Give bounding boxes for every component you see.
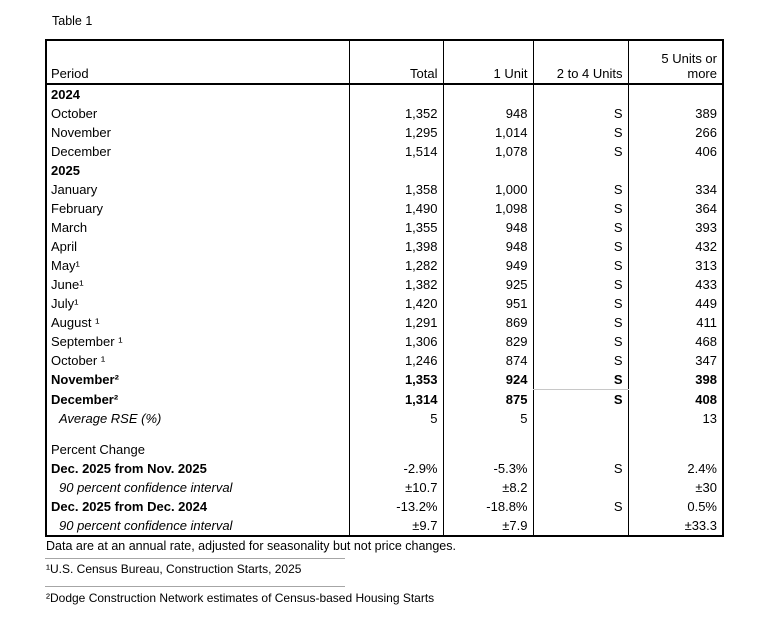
value-cell: S <box>533 370 628 390</box>
value-cell: 875 <box>443 390 533 410</box>
value-cell: 408 <box>628 390 723 410</box>
footnote-census-bureau: ¹U.S. Census Bureau, Construction Starts, 2025 <box>46 562 302 576</box>
period-cell: November² <box>51 372 119 388</box>
value-cell <box>349 440 443 459</box>
table-title: Table 1 <box>52 14 93 28</box>
value-cell: 398 <box>628 370 723 390</box>
period-cell: August ¹ <box>51 315 100 330</box>
period-cell: 2025 <box>51 163 80 178</box>
value-cell <box>533 409 628 428</box>
value-cell: ±33.3 <box>628 516 723 536</box>
table-row <box>46 459 723 478</box>
period-cell <box>46 428 349 440</box>
value-cell: -18.8% <box>443 497 533 516</box>
column-header-1-unit: 1 Unit <box>443 40 533 84</box>
value-cell: 1,314 <box>349 390 443 410</box>
footnote-divider <box>45 586 345 587</box>
column-header-5-units-or-more: 5 Units or more <box>628 40 723 84</box>
value-cell: -13.2% <box>349 497 443 516</box>
period-cell: December² <box>51 391 119 407</box>
value-cell: 1,398 <box>349 237 443 256</box>
table-row <box>46 199 723 218</box>
value-cell: 389 <box>628 104 723 123</box>
value-cell: ±10.7 <box>349 478 443 497</box>
table-row <box>46 516 723 536</box>
value-cell: 1,000 <box>443 180 533 199</box>
value-cell: ±7.9 <box>443 516 533 536</box>
value-cell: 1,246 <box>349 351 443 370</box>
value-cell: 1,382 <box>349 275 443 294</box>
period-cell: April <box>51 239 78 254</box>
period-cell: September ¹ <box>51 334 123 349</box>
value-cell: 951 <box>443 294 533 313</box>
footnote-dodge-network: ²Dodge Construction Network estimates of Census-based Housing Starts <box>46 591 435 605</box>
period-cell: February <box>51 201 104 216</box>
value-cell: 393 <box>628 218 723 237</box>
value-cell: ±30 <box>628 478 723 497</box>
period-cell: November <box>51 125 111 140</box>
period-cell: May¹ <box>51 258 80 273</box>
value-cell: ±8.2 <box>443 478 533 497</box>
column-header-period: Period <box>46 40 349 84</box>
value-cell: 13 <box>628 409 723 428</box>
value-cell: 1,098 <box>443 199 533 218</box>
value-cell: 924 <box>443 370 533 390</box>
value-cell: S <box>533 199 628 218</box>
table-row <box>46 497 723 516</box>
value-cell: ±9.7 <box>349 516 443 536</box>
value-cell: S <box>533 332 628 351</box>
value-cell: 1,291 <box>349 313 443 332</box>
value-cell: 1,514 <box>349 142 443 161</box>
table-row <box>46 256 723 275</box>
period-cell: June¹ <box>51 277 84 292</box>
value-cell: 432 <box>628 237 723 256</box>
footnote-divider <box>45 558 345 559</box>
value-cell: 948 <box>443 104 533 123</box>
value-cell: 1,295 <box>349 123 443 142</box>
table-row <box>46 123 723 142</box>
value-cell <box>533 428 628 440</box>
note-annual-rate: Data are at an annual rate, adjusted for seasonality but not price changes. <box>46 539 456 553</box>
value-cell: 449 <box>628 294 723 313</box>
value-cell: 1,352 <box>349 104 443 123</box>
value-cell: 334 <box>628 180 723 199</box>
value-cell: -2.9% <box>349 459 443 478</box>
value-cell: 411 <box>628 313 723 332</box>
value-cell: 948 <box>443 237 533 256</box>
value-cell: S <box>533 123 628 142</box>
spacer-row <box>46 428 723 440</box>
period-cell: Percent Change <box>51 442 145 457</box>
table-row <box>46 237 723 256</box>
value-cell: 1,358 <box>349 180 443 199</box>
value-cell: S <box>533 104 628 123</box>
value-cell <box>628 440 723 459</box>
value-cell <box>443 428 533 440</box>
value-cell: 347 <box>628 351 723 370</box>
value-cell: S <box>533 351 628 370</box>
value-cell <box>628 428 723 440</box>
table-row <box>46 313 723 332</box>
value-cell <box>443 440 533 459</box>
value-cell <box>533 440 628 459</box>
value-cell: 468 <box>628 332 723 351</box>
value-cell: 949 <box>443 256 533 275</box>
value-cell: S <box>533 275 628 294</box>
value-cell: 1,490 <box>349 199 443 218</box>
value-cell: 5 <box>443 409 533 428</box>
value-cell: 874 <box>443 351 533 370</box>
period-cell: March <box>51 220 88 235</box>
value-cell <box>443 161 533 180</box>
column-header-total: Total <box>349 40 443 84</box>
value-cell: 364 <box>628 199 723 218</box>
value-cell: 313 <box>628 256 723 275</box>
value-cell: -5.3% <box>443 459 533 478</box>
value-cell: 1,282 <box>349 256 443 275</box>
value-cell: 0.5% <box>628 497 723 516</box>
table-row <box>46 478 723 497</box>
value-cell <box>533 84 628 104</box>
value-cell: S <box>533 237 628 256</box>
value-cell: S <box>533 180 628 199</box>
period-cell: July¹ <box>51 296 79 311</box>
value-cell: S <box>533 142 628 161</box>
value-cell: 1,353 <box>349 370 443 390</box>
period-cell: 90 percent confidence interval <box>59 518 233 533</box>
table-row <box>46 370 723 390</box>
value-cell: 869 <box>443 313 533 332</box>
value-cell: S <box>533 390 628 410</box>
value-cell <box>533 161 628 180</box>
value-cell: 406 <box>628 142 723 161</box>
period-cell: January <box>51 182 98 197</box>
period-cell: 2024 <box>51 87 80 102</box>
value-cell: S <box>533 459 628 478</box>
value-cell <box>349 161 443 180</box>
value-cell: 433 <box>628 275 723 294</box>
value-cell: 925 <box>443 275 533 294</box>
value-cell: S <box>533 218 628 237</box>
header-row <box>46 40 723 84</box>
period-cell: Dec. 2025 from Nov. 2025 <box>51 461 207 476</box>
value-cell: 1,355 <box>349 218 443 237</box>
value-cell: 1,306 <box>349 332 443 351</box>
value-cell <box>533 516 628 536</box>
value-cell <box>443 84 533 104</box>
table-row <box>46 161 723 180</box>
table-row <box>46 180 723 199</box>
value-cell: S <box>533 497 628 516</box>
table-row <box>46 332 723 351</box>
value-cell <box>349 84 443 104</box>
value-cell: 5 <box>349 409 443 428</box>
table-row <box>46 104 723 123</box>
value-cell: S <box>533 294 628 313</box>
period-cell: October <box>51 106 98 121</box>
period-cell: December <box>51 144 111 159</box>
table-row <box>46 409 723 428</box>
value-cell: S <box>533 256 628 275</box>
column-header-2-to-4-units: 2 to 4 Units <box>533 40 628 84</box>
table-row <box>46 390 723 410</box>
value-cell: 948 <box>443 218 533 237</box>
value-cell <box>349 428 443 440</box>
value-cell <box>628 84 723 104</box>
table-row <box>46 218 723 237</box>
value-cell: 2.4% <box>628 459 723 478</box>
value-cell: 266 <box>628 123 723 142</box>
value-cell <box>628 161 723 180</box>
period-cell: October ¹ <box>51 353 106 368</box>
table-row <box>46 142 723 161</box>
housing-starts-table <box>45 39 724 537</box>
value-cell: 1,078 <box>443 142 533 161</box>
value-cell <box>533 478 628 497</box>
value-cell: 1,420 <box>349 294 443 313</box>
period-cell: 90 percent confidence interval <box>59 480 233 495</box>
period-cell: Average RSE (%) <box>59 411 162 426</box>
value-cell: S <box>533 313 628 332</box>
table-row <box>46 84 723 104</box>
period-cell: Dec. 2025 from Dec. 2024 <box>51 499 208 514</box>
value-cell: 829 <box>443 332 533 351</box>
table-row <box>46 351 723 370</box>
table-row <box>46 294 723 313</box>
table-row <box>46 275 723 294</box>
table-row <box>46 440 723 459</box>
value-cell: 1,014 <box>443 123 533 142</box>
